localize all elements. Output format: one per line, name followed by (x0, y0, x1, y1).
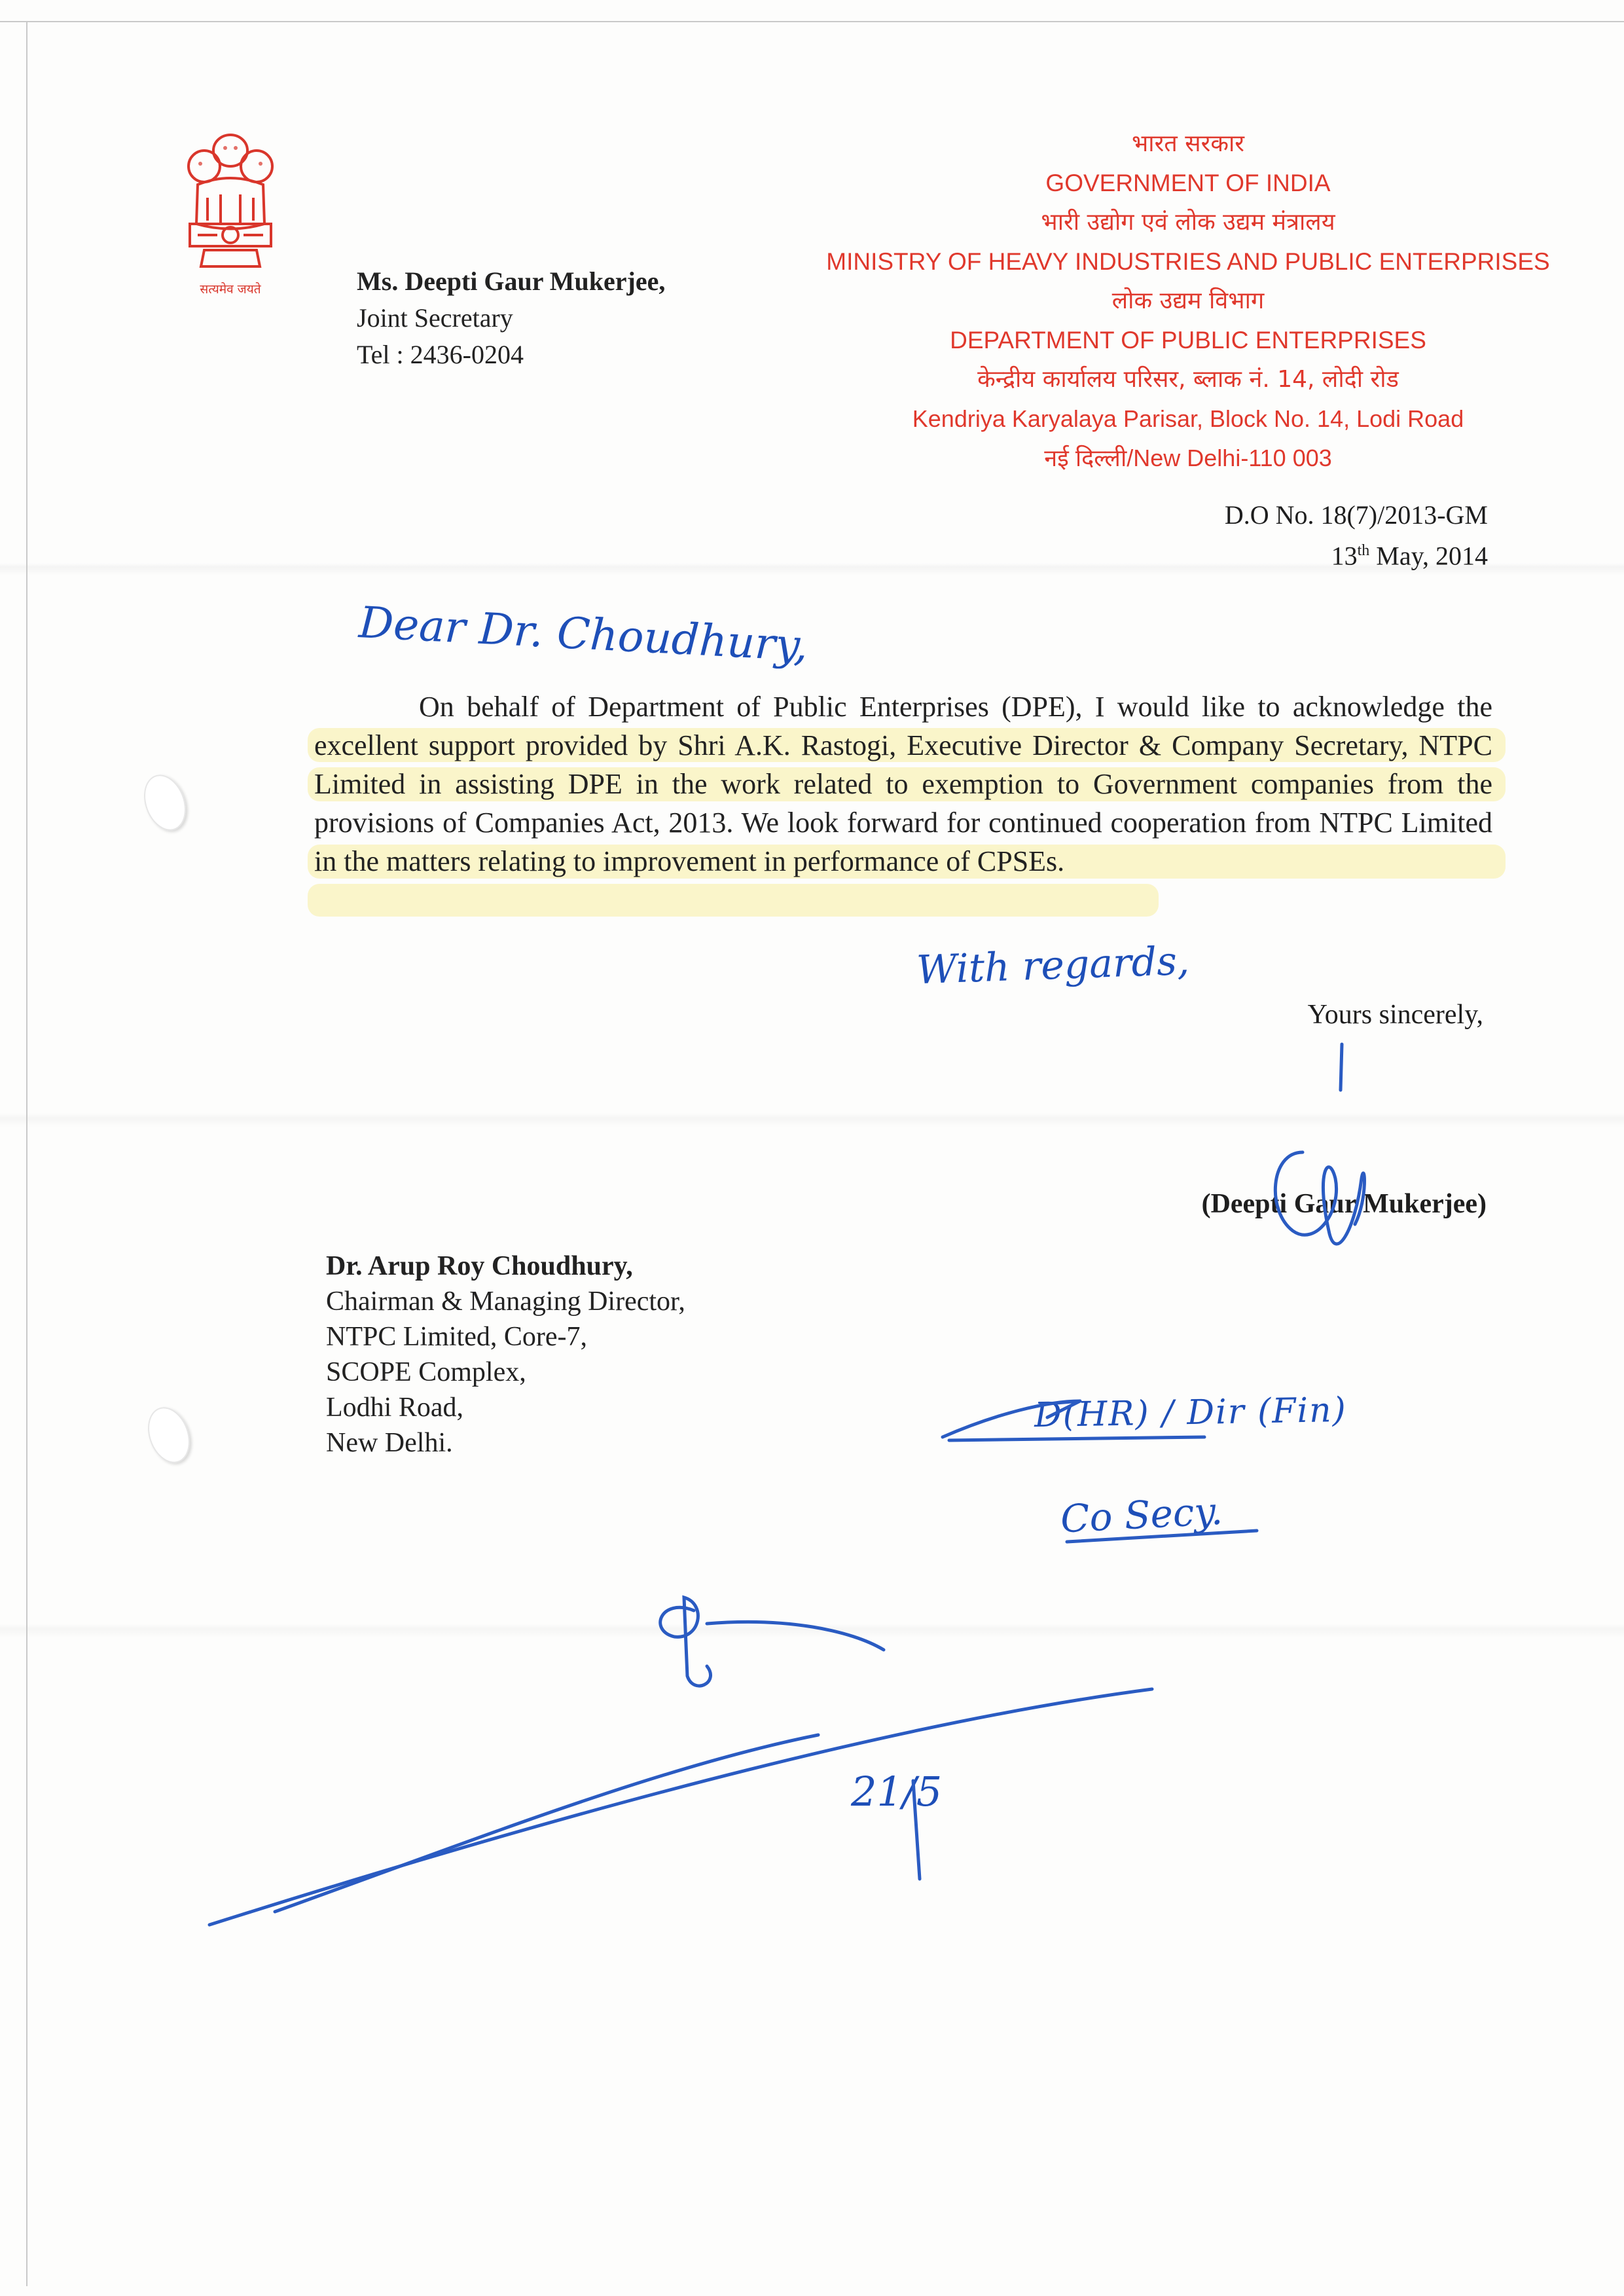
forward-note: D(HR) / Dir (Fin) (1034, 1390, 1348, 1436)
addressee-line-5: New Delhi. (326, 1428, 453, 1458)
letter-date: 13th May, 2014 (1331, 541, 1488, 571)
pen-stroke (209, 1689, 1152, 1925)
emblem-motto: सत्यमेव जयते (200, 282, 261, 297)
ministry-english: MINISTRY OF HEAVY INDUSTRIES AND PUBLIC ENTERPRISES (826, 248, 1550, 275)
addressee-line-4: Lodhi Road, (326, 1393, 463, 1423)
dept-english: DEPARTMENT OF PUBLIC ENTERPRISES (950, 327, 1426, 354)
signature-mark (1341, 1044, 1342, 1090)
govt-hindi: भारत सरकार (1131, 130, 1245, 157)
addressee-line-2: NTPC Limited, Core-7, (326, 1322, 587, 1352)
date-note: 21/5 (851, 1768, 943, 1815)
city-line: नई दिल्ली/New Delhi-110 003 (1044, 445, 1332, 471)
signatory-name: (Deepti Gaur Mukerjee) (1201, 1189, 1487, 1219)
sender-name: Ms. Deepti Gaur Mukerjee, (357, 266, 666, 296)
addressee-line-3: SCOPE Complex, (326, 1357, 526, 1387)
sender-title: Joint Secretary (357, 303, 513, 333)
forward-arrow (943, 1401, 1204, 1440)
sender-tel: Tel : 2436-0204 (357, 340, 524, 369)
date-slash (913, 1781, 920, 1879)
address-hindi: केन्द्रीय कार्यालय परिसर, ब्लाक नं. 14, लोदी रोड (977, 366, 1399, 393)
initials-mark (660, 1597, 884, 1686)
do-number: D.O No. 18(7)/2013-GM (1224, 500, 1488, 530)
co-secy-note: Co Secy. (1059, 1488, 1224, 1542)
co-secy-underline (1067, 1531, 1257, 1542)
salutation-handwritten: Dear Dr. Choudhury, (357, 597, 810, 671)
addressee-line-1: Chairman & Managing Director, (326, 1286, 685, 1317)
regards-handwritten: With regards, (915, 938, 1191, 994)
dept-hindi: लोक उद्यम विभाग (1111, 287, 1265, 314)
govt-english: GOVERNMENT OF INDIA (1045, 170, 1331, 196)
addressee-name: Dr. Arup Roy Choudhury, (326, 1251, 633, 1281)
closing-text: Yours sincerely, (1307, 1000, 1483, 1030)
address-english: Kendriya Karyalaya Parisar, Block No. 14, Lodi Road (912, 405, 1464, 432)
signature-mark (1275, 1152, 1364, 1244)
body-paragraph: On behalf of Department of Public Enterprises (DPE), I would like to acknowledge the excellent support provided by Shri A.K. Rastogi, Executive Director & Company Secretary, NTPC Limited in assisting DPE in the work related to exemption to Government companies from the provisions of Companies Act, 2013. We look forward for continued cooperation from NTPC Limited in the matters relating to improvement in performance of CPSEs. (314, 691, 1492, 877)
ministry-hindi: भारी उद्योग एवं लोक उद्यम मंत्रालय (1041, 209, 1335, 236)
